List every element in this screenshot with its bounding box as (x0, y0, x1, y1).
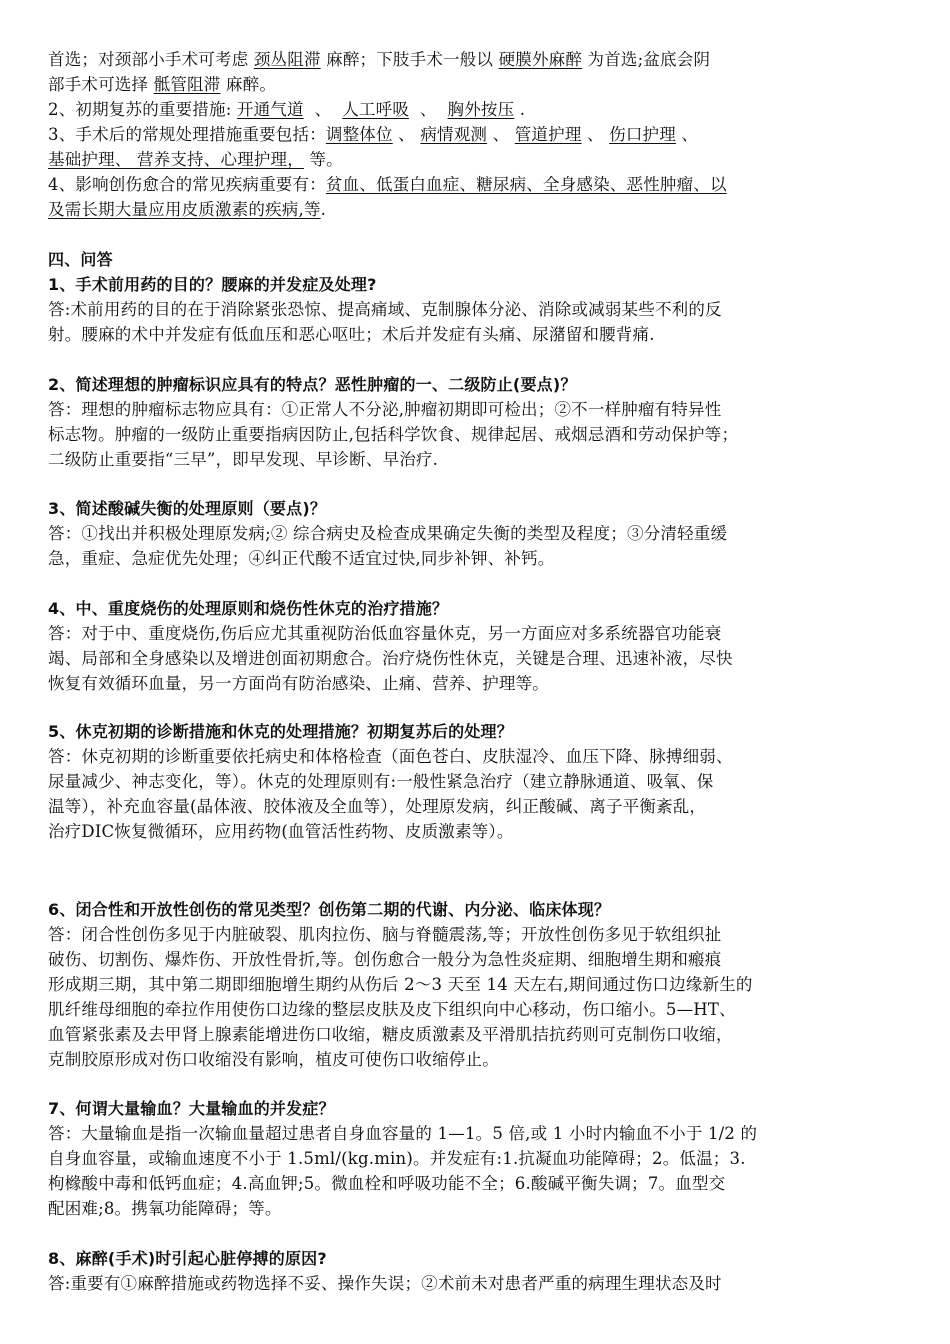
answer-blank: 病情观测 (420, 125, 488, 144)
answer-line: 答：①找出并积极处理原发病;② 综合病史及检查成果确定失衡的类型及程度；③分清轻重缓 (48, 524, 728, 543)
qa-item-5 (48, 719, 900, 844)
answer-line: 肌纤维母细胞的牵拉作用使伤口边缘的整层皮肤及皮下组织向中心移动，伤口缩小。5—HT、 (48, 1000, 736, 1019)
answer-blank: 人工呼吸 (342, 100, 410, 119)
answer-line: 答：理想的肿瘤标志物应具有：①正常人不分泌,肿瘤初期即可检出；②不一样肿瘤有特异性 (48, 400, 722, 419)
answer-blank: 基础护理、 营养支持、心理护理， (48, 150, 304, 169)
answer-blank: 管道护理 (514, 125, 582, 144)
answer-line: 形成期三期，其中第二期即细胞增生期约从伤后 2～3 天至 14 天左右,期间通过伤口边缘新生的 (48, 975, 753, 994)
answer-blank: 伤口护理 (609, 125, 676, 144)
answer-blank: 骶管阻滞 (153, 75, 221, 94)
blank-item-2: 2、初期复苏的重要措施: 开通气道 、 人工呼吸 、 胸外按压 . (48, 100, 526, 119)
answer-blank: 调整体位 (325, 125, 393, 144)
answer-line: 血管紧张素及去甲肾上腺素能增进伤口收缩，糖皮质激素及平滑肌拮抗药则可克制伤口收缩， (48, 1025, 733, 1044)
qa-item-3 (48, 496, 900, 571)
blank-item-4: 4、影响创伤愈合的常见疾病重要有：贫血、低蛋白血症、糖尿病、全身感染、恶性肿瘤、以 及需长期大量应用皮质激素的疾病,等. (48, 175, 727, 219)
qa-item-6 (48, 897, 900, 1072)
answer-line: 温等），补充血容量(晶体液、胶体液及全血等），处理原发病，纠正酸碱、离子平衡紊乱， (48, 797, 707, 816)
question: 3、简述酸碱失衡的处理原则（要点)？ (48, 499, 327, 518)
question: 7、何谓大量输血？大量输血的并发症？ (48, 1099, 335, 1118)
answer-line: 二级防止重要指“三早”，即早发现、早诊断、早治疗. (48, 450, 439, 469)
answer-line: 射。腰麻的术中并发症有低血压和恶心呕吐；术后并发症有头痛、尿潴留和腰背痛. (48, 325, 655, 344)
answer-line: 克制胶原形成对伤口收缩没有影响，植皮可使伤口收缩停止。 (48, 1050, 499, 1069)
blank-item-1 (48, 47, 900, 97)
qa-item-1 (48, 272, 900, 347)
answer-line: 答：对于中、重度烧伤,伤后应尤其重视防治低血容量休克，另一方面应对多系统器官功能衰 (48, 624, 722, 643)
answer-blank: 及需长期大量应用皮质激素的疾病,等 (48, 200, 321, 219)
answer-line: 尿量减少、神志变化，等）。休克的处理原则有:一般性紧急治疗（建立静脉通道、吸氧、保 (48, 772, 714, 791)
question: 4、中、重度烧伤的处理原则和烧伤性休克的治疗措施？ (48, 599, 449, 618)
answer-blank: 硬膜外麻醉 (498, 50, 583, 69)
answer-line: 枸橼酸中毒和低钙血症；4.高血钾;5。微血栓和呼吸功能不全；6.酸碱平衡失调；7。血型交 (48, 1174, 726, 1193)
qa-item-7 (48, 1096, 900, 1221)
question: 2、简述理想的肿瘤标识应具有的特点？恶性肿瘤的一、二级防止(要点)？ (48, 375, 577, 394)
answer-line: 标志物。肿瘤的一级防止重要指病因防止,包括科学饮食、规律起居、戒烟忌酒和劳动保护等； (48, 425, 739, 444)
answer-blank: 胸外按压 (447, 100, 515, 119)
answer-line: 急，重症、急症优先处理；④纠正代酸不适宜过快,同步补钾、补钙。 (48, 549, 555, 568)
blank-item-1-line-1: 首选；对颈部小手术可考虑 颈丛阻滞 麻醉；下肢手术一般以 硬膜外麻醉 为首选;盆底会阴 (48, 50, 711, 69)
question: 8、麻醉(手术)时引起心脏停搏的原因? (48, 1249, 327, 1268)
answer-blank: 开通气道 (236, 100, 304, 119)
section-heading: 四、问答 (48, 250, 113, 269)
answer-blank: 颈丛阻滞 (253, 50, 321, 69)
answer-line: 恢复有效循环血量，另一方面尚有防治感染、止痛、营养、护理等。 (48, 674, 549, 693)
qa-item-8 (48, 1246, 900, 1296)
answer-line: 答：闭合性创伤多见于内脏破裂、肌肉拉伤、脑与脊髓震荡,等；开放性创伤多见于软组织扯 (48, 925, 722, 944)
question: 5、休克初期的诊断措施和休克的处理措施？初期复苏后的处理？ (48, 722, 513, 741)
answer-line: 配困难;8。携氧功能障碍；等。 (48, 1199, 282, 1218)
answer-line: 自身血容量，或输血速度不小于 1.5ml/(kg.min)。并发症有:1.抗凝血功能障碍；2。低温；3. (48, 1149, 746, 1168)
answer-line: 治疗DIC恢复微循环，应用药物(血管活性药物、皮质激素等）。 (48, 822, 514, 841)
blank-item-1-line-2: 部手术可选择 骶管阻滞 麻醉。 (48, 75, 277, 94)
answer-line: 破伤、切割伤、爆炸伤、开放性骨折,等。创伤愈合一般分为急性炎症期、细胞增生期和瘢痕 (48, 950, 722, 969)
question: 1、手术前用药的目的？腰麻的并发症及处理? (48, 275, 377, 294)
blank-item-3: 3、手术后的常规处理措施重要包括：调整体位 、 病情观测 、 管道护理 、 伤口护理 、 基础护理、 营养支持、心理护理， 等。 (48, 125, 699, 169)
answer-blank: 贫血、低蛋白血症、糖尿病、全身感染、恶性肿瘤、以 (325, 175, 727, 194)
question: 6、闭合性和开放性创伤的常见类型？创伤第二期的代谢、内分泌、临床体现？ (48, 900, 611, 919)
answer-line: 答:重要有①麻醉措施或药物选择不妥、操作失误；②术前未对患者严重的病理生理状态及时 (48, 1274, 722, 1293)
qa-item-2 (48, 372, 900, 472)
answer-line: 竭、局部和全身感染以及增进创面初期愈合。治疗烧伤性休克，关键是合理、迅速补液，尽快 (48, 649, 733, 668)
qa-item-4 (48, 596, 900, 696)
answer-line: 答:术前用药的目的在于消除紧张恐惊、提高痛域、克制腺体分泌、消除或减弱某些不利的反 (48, 300, 722, 319)
answer-line: 答：大量输血是指一次输血量超过患者自身血容量的 1—1。5 倍,或 1 小时内输血不小于 1/2 的 (48, 1124, 758, 1143)
answer-line: 答：休克初期的诊断重要依托病史和体格检查（面色苍白、皮肤湿冷、血压下降、脉搏细弱、 (48, 747, 733, 766)
